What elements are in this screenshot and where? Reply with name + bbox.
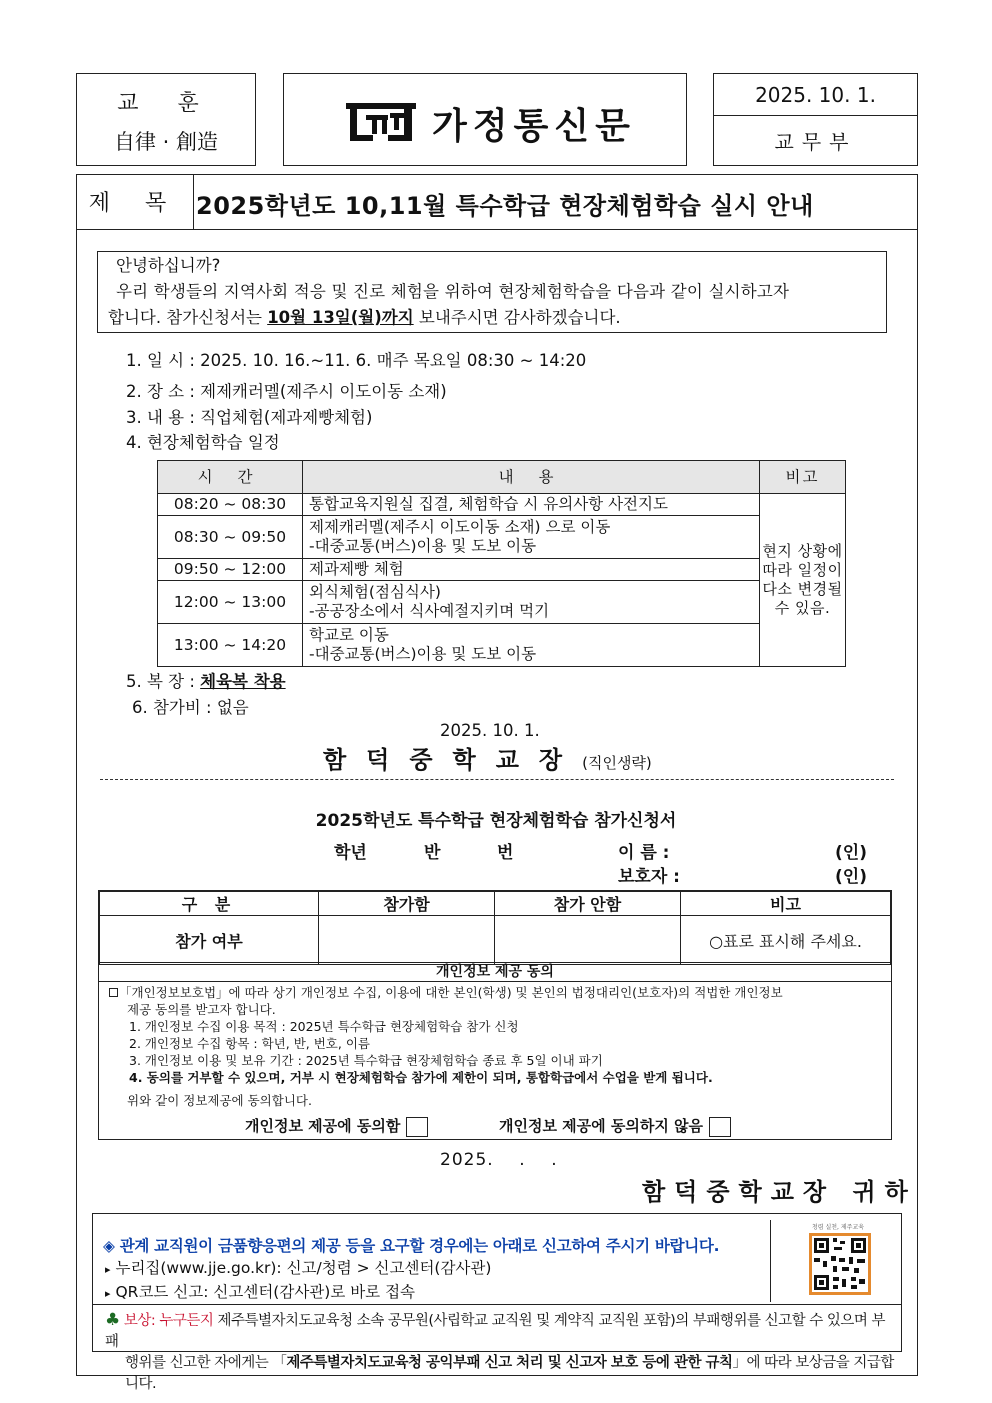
greeting-line: 안녕하십니까? bbox=[116, 256, 221, 275]
item-place: 2. 장 소 : 제제캐러멜(제주시 이도이동 소재) bbox=[126, 382, 447, 401]
motto-box bbox=[76, 73, 256, 166]
disagree-label: 개인정보 제공에 동의하지 않음 bbox=[499, 1117, 704, 1135]
schedule-line: 통합교육지원실 집결, 체험학습 시 유의사항 사전지도 bbox=[309, 495, 668, 513]
form-header-not-attend: 참가 안함 bbox=[495, 892, 681, 916]
schedule-time: 12:00 ~ 13:00 bbox=[158, 581, 303, 624]
schedule-content bbox=[303, 559, 760, 581]
guardian-seal: (인) bbox=[835, 867, 867, 887]
motto-text: 自律 · 創造 bbox=[113, 130, 219, 154]
report-line-web bbox=[105, 1256, 491, 1278]
schedule-content bbox=[303, 581, 760, 624]
dress-label: 5. 복 장 : bbox=[126, 672, 201, 691]
divider bbox=[770, 1220, 771, 1302]
form-date-blank: 2025. . . bbox=[440, 1150, 558, 1170]
greeting-box bbox=[97, 251, 887, 333]
table-row bbox=[158, 494, 846, 516]
reward-text: 」에 따라 보상금을 지급합니다. bbox=[125, 1355, 894, 1392]
subject-label: 제 목 bbox=[76, 174, 194, 229]
table-row bbox=[158, 624, 846, 667]
consent-item: 1. 개인정보 수집 이용 목적 : 2025년 특수학급 현장체험학습 참가 신청 bbox=[129, 1019, 519, 1034]
agree-label: 개인정보 제공에 동의함 bbox=[245, 1117, 401, 1135]
schedule-line: -공공장소에서 식사예절지키며 먹기 bbox=[309, 602, 550, 620]
principal-name: 함덕중학교장 bbox=[323, 746, 583, 774]
participation-form-table bbox=[98, 890, 892, 1140]
report-headline: ◈ 관계 교직원이 금품향응편의 제공 등을 요구할 경우에는 아래로 신고하여 주시기 바랍니다. bbox=[103, 1237, 720, 1255]
name-label: 이 름 : bbox=[618, 843, 670, 863]
newsletter-title: 가정통신문 bbox=[432, 106, 636, 147]
schedule-time: 09:50 ~ 12:00 bbox=[158, 559, 303, 581]
addressee: 함덕중학교장 귀하 bbox=[642, 1178, 917, 1206]
schedule-header-time: 시 간 bbox=[158, 461, 303, 494]
qr-caption: 청렴 실천, 제주교육 bbox=[811, 1224, 865, 1231]
greeting-line bbox=[108, 305, 876, 331]
reward-label: 보상: bbox=[123, 1313, 156, 1329]
report-web-text: 누리집(www.jje.go.kr): 신고/청렴 > 신고센터(감사관) bbox=[115, 1259, 492, 1277]
form-header-attend: 참가함 bbox=[319, 892, 495, 916]
greeting-text: 합니다. 참가신청서는 bbox=[108, 308, 268, 327]
subject-text: 2025학년도 10,11월 특수학급 현장체험학습 실시 안내 bbox=[196, 192, 814, 220]
consent-confirm: 위와 같이 정보제공에 동의합니다. bbox=[127, 1093, 312, 1108]
name-seal: (인) bbox=[835, 843, 867, 863]
agree-checkbox[interactable] bbox=[406, 1117, 428, 1137]
consent-intro-text: 「개인정보보호법」에 따라 상기 개인정보 수집, 이용에 대한 본인(학생) 및 본인의 법정대리인(보호자)의 적법한 개인정보 bbox=[119, 985, 783, 1000]
principal-signature bbox=[323, 740, 652, 775]
table-row bbox=[158, 559, 846, 581]
disagree-checkbox[interactable] bbox=[709, 1117, 731, 1137]
item-date: 1. 일 시 : 2025. 10. 16.~11. 6. 매주 목요일 08:30 ~ 14:20 bbox=[126, 351, 587, 370]
cut-line bbox=[100, 779, 894, 780]
form-title: 2025학년도 특수학급 현장체험학습 참가신청서 bbox=[315, 811, 677, 831]
item-schedule-title: 4. 현장체험학습 일정 bbox=[126, 433, 280, 452]
reward-text: 행위를 신고한 자에게는 「 bbox=[125, 1355, 287, 1371]
class-label: 반 bbox=[424, 843, 441, 863]
grade-label: 학년 bbox=[334, 843, 367, 863]
schedule-header-content: 내 용 bbox=[303, 461, 760, 494]
schedule-line: -대중교통(버스)이용 및 도보 이동 bbox=[309, 537, 537, 555]
consent-item: 2. 개인정보 수집 항목 : 학년, 반, 번호, 이름 bbox=[129, 1036, 370, 1051]
motto-label: 교 훈 bbox=[117, 91, 215, 116]
schedule-line: 학교로 이동 bbox=[309, 626, 389, 644]
arrow-icon: ▸ bbox=[105, 1263, 111, 1276]
seal-note: (직인생략) bbox=[582, 754, 652, 772]
report-notice-box bbox=[92, 1213, 902, 1392]
attend-cell[interactable] bbox=[319, 916, 495, 965]
date-department-box bbox=[713, 73, 918, 166]
number-label: 번 bbox=[497, 843, 514, 863]
form-header-note: 비고 bbox=[681, 892, 891, 916]
reward-notice bbox=[105, 1310, 895, 1395]
consent-item: 4. 동의를 거부할 수 있으며, 거부 시 현장체험학습 참가에 제한이 되며, 통합학급에서 수업을 받게 됩니다. bbox=[129, 1070, 713, 1085]
club-icon: ♣ bbox=[105, 1310, 120, 1330]
schedule-content bbox=[303, 516, 760, 559]
form-header-category: 구 분 bbox=[100, 892, 319, 916]
table-row bbox=[158, 581, 846, 624]
schedule-line: 외식체험(점심식사) bbox=[309, 583, 441, 601]
schedule-note: 현지 상황에 따라 일정이 다소 변경될 수 있음. bbox=[760, 494, 846, 667]
reward-text: 제주특별자치도교육청 소속 공무원(사립학교 교직원 및 계약직 교직원 포함)의 부패행위를 신고할 수 있으며 부패 bbox=[105, 1313, 885, 1350]
schedule-line: 제제캐러멜(제주시 이도이동 소재) 으로 이동 bbox=[309, 518, 611, 536]
item-content: 3. 내 용 : 직업체험(제과제빵체험) bbox=[126, 408, 373, 427]
schedule-table bbox=[157, 460, 846, 667]
disagree-option bbox=[499, 1115, 731, 1137]
consent-title: 개인정보 제공 동의 bbox=[99, 962, 891, 982]
newsletter-title-box bbox=[283, 73, 687, 166]
item-fee: 6. 참가비 : 없음 bbox=[132, 698, 249, 717]
divider bbox=[93, 1304, 901, 1305]
qr-code-icon[interactable] bbox=[809, 1233, 871, 1295]
issue-date: 2025. 10. 1. bbox=[714, 74, 917, 116]
signature-date: 2025. 10. 1. bbox=[440, 721, 540, 740]
agree-option bbox=[245, 1115, 428, 1137]
table-row bbox=[158, 516, 846, 559]
greeting-text: 보내주시면 감사하겠습니다. bbox=[413, 308, 621, 327]
participation-note: ○표로 표시해 주세요. bbox=[681, 916, 891, 965]
greeting-line: 우리 학생들의 지역사회 적응 및 진로 체험을 위하여 현장체험학습을 다음과 같이 실시하고자 bbox=[116, 282, 790, 301]
deadline: 10월 13일(월)까지 bbox=[267, 308, 414, 327]
reward-rule: 제주특별자치도교육청 공익부패 신고 처리 및 신고자 보호 등에 관한 규칙 bbox=[286, 1355, 733, 1371]
checkbox-icon bbox=[109, 988, 118, 997]
reward-line bbox=[105, 1310, 895, 1353]
schedule-content bbox=[303, 494, 760, 516]
schedule-line: 제과제빵 체험 bbox=[309, 560, 404, 578]
participation-label: 참가 여부 bbox=[100, 916, 319, 965]
schedule-time: 08:30 ~ 09:50 bbox=[158, 516, 303, 559]
schedule-time: 08:20 ~ 08:30 bbox=[158, 494, 303, 516]
reward-line bbox=[105, 1353, 895, 1395]
schedule-time: 13:00 ~ 14:20 bbox=[158, 624, 303, 667]
subject-row bbox=[76, 174, 918, 230]
item-dress bbox=[126, 668, 286, 692]
consent-intro-2: 제공 동의를 받고자 합니다. bbox=[127, 1002, 276, 1017]
report-qr-text: QR코드 신고: 신고센터(감사관)로 바로 접속 bbox=[115, 1283, 416, 1301]
consent-body bbox=[109, 984, 885, 1109]
qr-area bbox=[783, 1222, 893, 1302]
report-line-qr bbox=[105, 1280, 415, 1302]
dress-value: 체육복 착용 bbox=[200, 672, 286, 691]
department: 교무부 bbox=[774, 130, 857, 154]
arrow-icon: ▸ bbox=[105, 1287, 111, 1300]
consent-item: 3. 개인정보 이용 및 보유 기간 : 2025년 특수학급 현장체험학습 종료 후 5일 이내 파기 bbox=[129, 1053, 603, 1068]
consent-intro bbox=[109, 984, 885, 1001]
schedule-line: -대중교통(버스)이용 및 도보 이동 bbox=[309, 645, 537, 663]
schedule-content bbox=[303, 624, 760, 667]
guardian-label: 보호자 : bbox=[618, 867, 680, 887]
not-attend-cell[interactable] bbox=[495, 916, 681, 965]
reward-anyone: 누구든지 bbox=[159, 1313, 214, 1329]
schedule-header-note: 비고 bbox=[760, 461, 846, 494]
school-logo-icon bbox=[346, 101, 416, 143]
